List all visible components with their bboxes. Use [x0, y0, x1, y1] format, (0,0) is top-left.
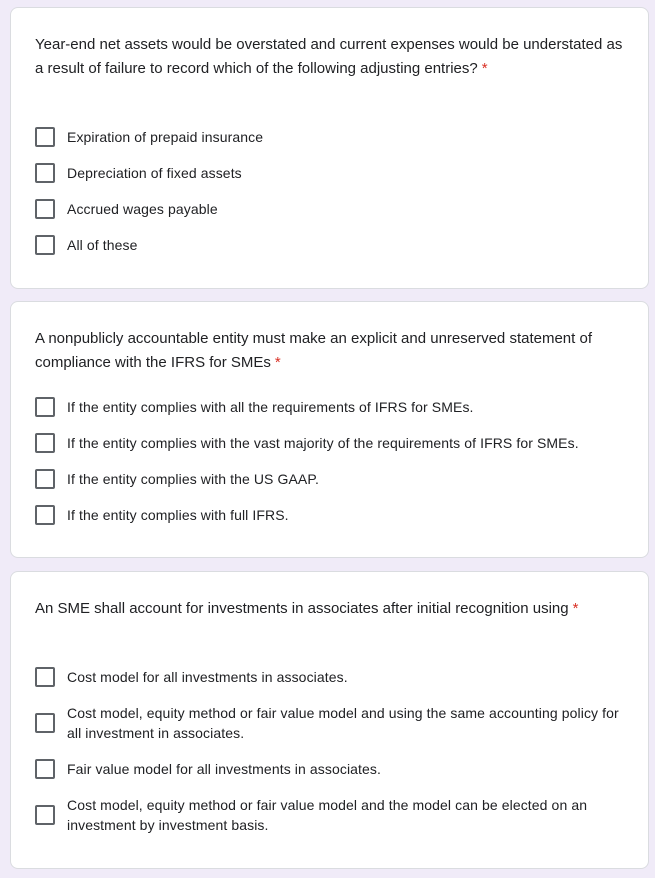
question-text: An SME shall account for investments in associates after initial recognition using * — [35, 600, 579, 617]
option-complies-all-requirements[interactable] — [35, 397, 625, 417]
option-all-of-these[interactable] — [35, 235, 625, 255]
option-fair-value-model-all[interactable] — [35, 759, 625, 779]
checkbox[interactable] — [35, 667, 55, 687]
question-card-2 — [10, 301, 649, 558]
question-text: Year-end net assets would be overstated and current expenses would be understated as a result of failure to record which of the following adjusting entries? * — [35, 36, 623, 77]
checkbox[interactable] — [35, 163, 55, 183]
option-complies-vast-majority[interactable] — [35, 433, 625, 453]
checkbox[interactable] — [35, 433, 55, 453]
option-label: Accrued wages payable — [67, 201, 218, 217]
option-label: Cost model, equity method or fair value model and the model can be elected on an investment by investment basis. — [67, 797, 588, 833]
checkbox[interactable] — [35, 505, 55, 525]
option-label: If the entity complies with the US GAAP. — [67, 471, 319, 487]
required-asterisk: * — [274, 353, 281, 371]
option-complies-us-gaap[interactable] — [35, 469, 625, 489]
checkbox[interactable] — [35, 469, 55, 489]
checkbox[interactable] — [35, 805, 55, 825]
required-asterisk: * — [572, 600, 579, 617]
option-label: Depreciation of fixed assets — [67, 165, 242, 181]
option-complies-full-ifrs[interactable] — [35, 505, 625, 525]
option-label: Cost model, equity method or fair value model and using the same accounting policy for all investment in associates. — [67, 705, 619, 741]
option-label: Fair value model for all investments in associates. — [67, 761, 382, 777]
question-card-3 — [10, 571, 649, 869]
option-label: All of these — [67, 237, 138, 253]
option-depreciation-fixed-assets[interactable] — [35, 163, 625, 183]
option-label: Expiration of prepaid insurance — [67, 129, 264, 145]
checkbox[interactable] — [35, 199, 55, 219]
option-cost-model-all[interactable] — [35, 667, 625, 687]
checkbox[interactable] — [35, 759, 55, 779]
option-accrued-wages-payable[interactable] — [35, 199, 625, 219]
option-elected-investment-basis[interactable] — [35, 795, 625, 835]
checkbox[interactable] — [35, 713, 55, 733]
option-expiration-prepaid-insurance[interactable] — [35, 127, 625, 147]
option-label: If the entity complies with all the requirements of IFRS for SMEs. — [67, 399, 474, 415]
option-same-accounting-policy[interactable] — [35, 703, 625, 743]
option-label: Cost model for all investments in associates. — [67, 669, 348, 685]
option-label: If the entity complies with full IFRS. — [67, 507, 289, 523]
question-text: A nonpublicly accountable entity must make an explicit and unreserved statement of compliance with the IFRS for SMEs * — [35, 330, 592, 371]
checkbox[interactable] — [35, 235, 55, 255]
option-label: If the entity complies with the vast majority of the requirements of IFRS for SMEs. — [67, 435, 579, 451]
required-asterisk: * — [481, 59, 488, 77]
question-card-1 — [10, 7, 649, 289]
checkbox[interactable] — [35, 127, 55, 147]
checkbox[interactable] — [35, 397, 55, 417]
